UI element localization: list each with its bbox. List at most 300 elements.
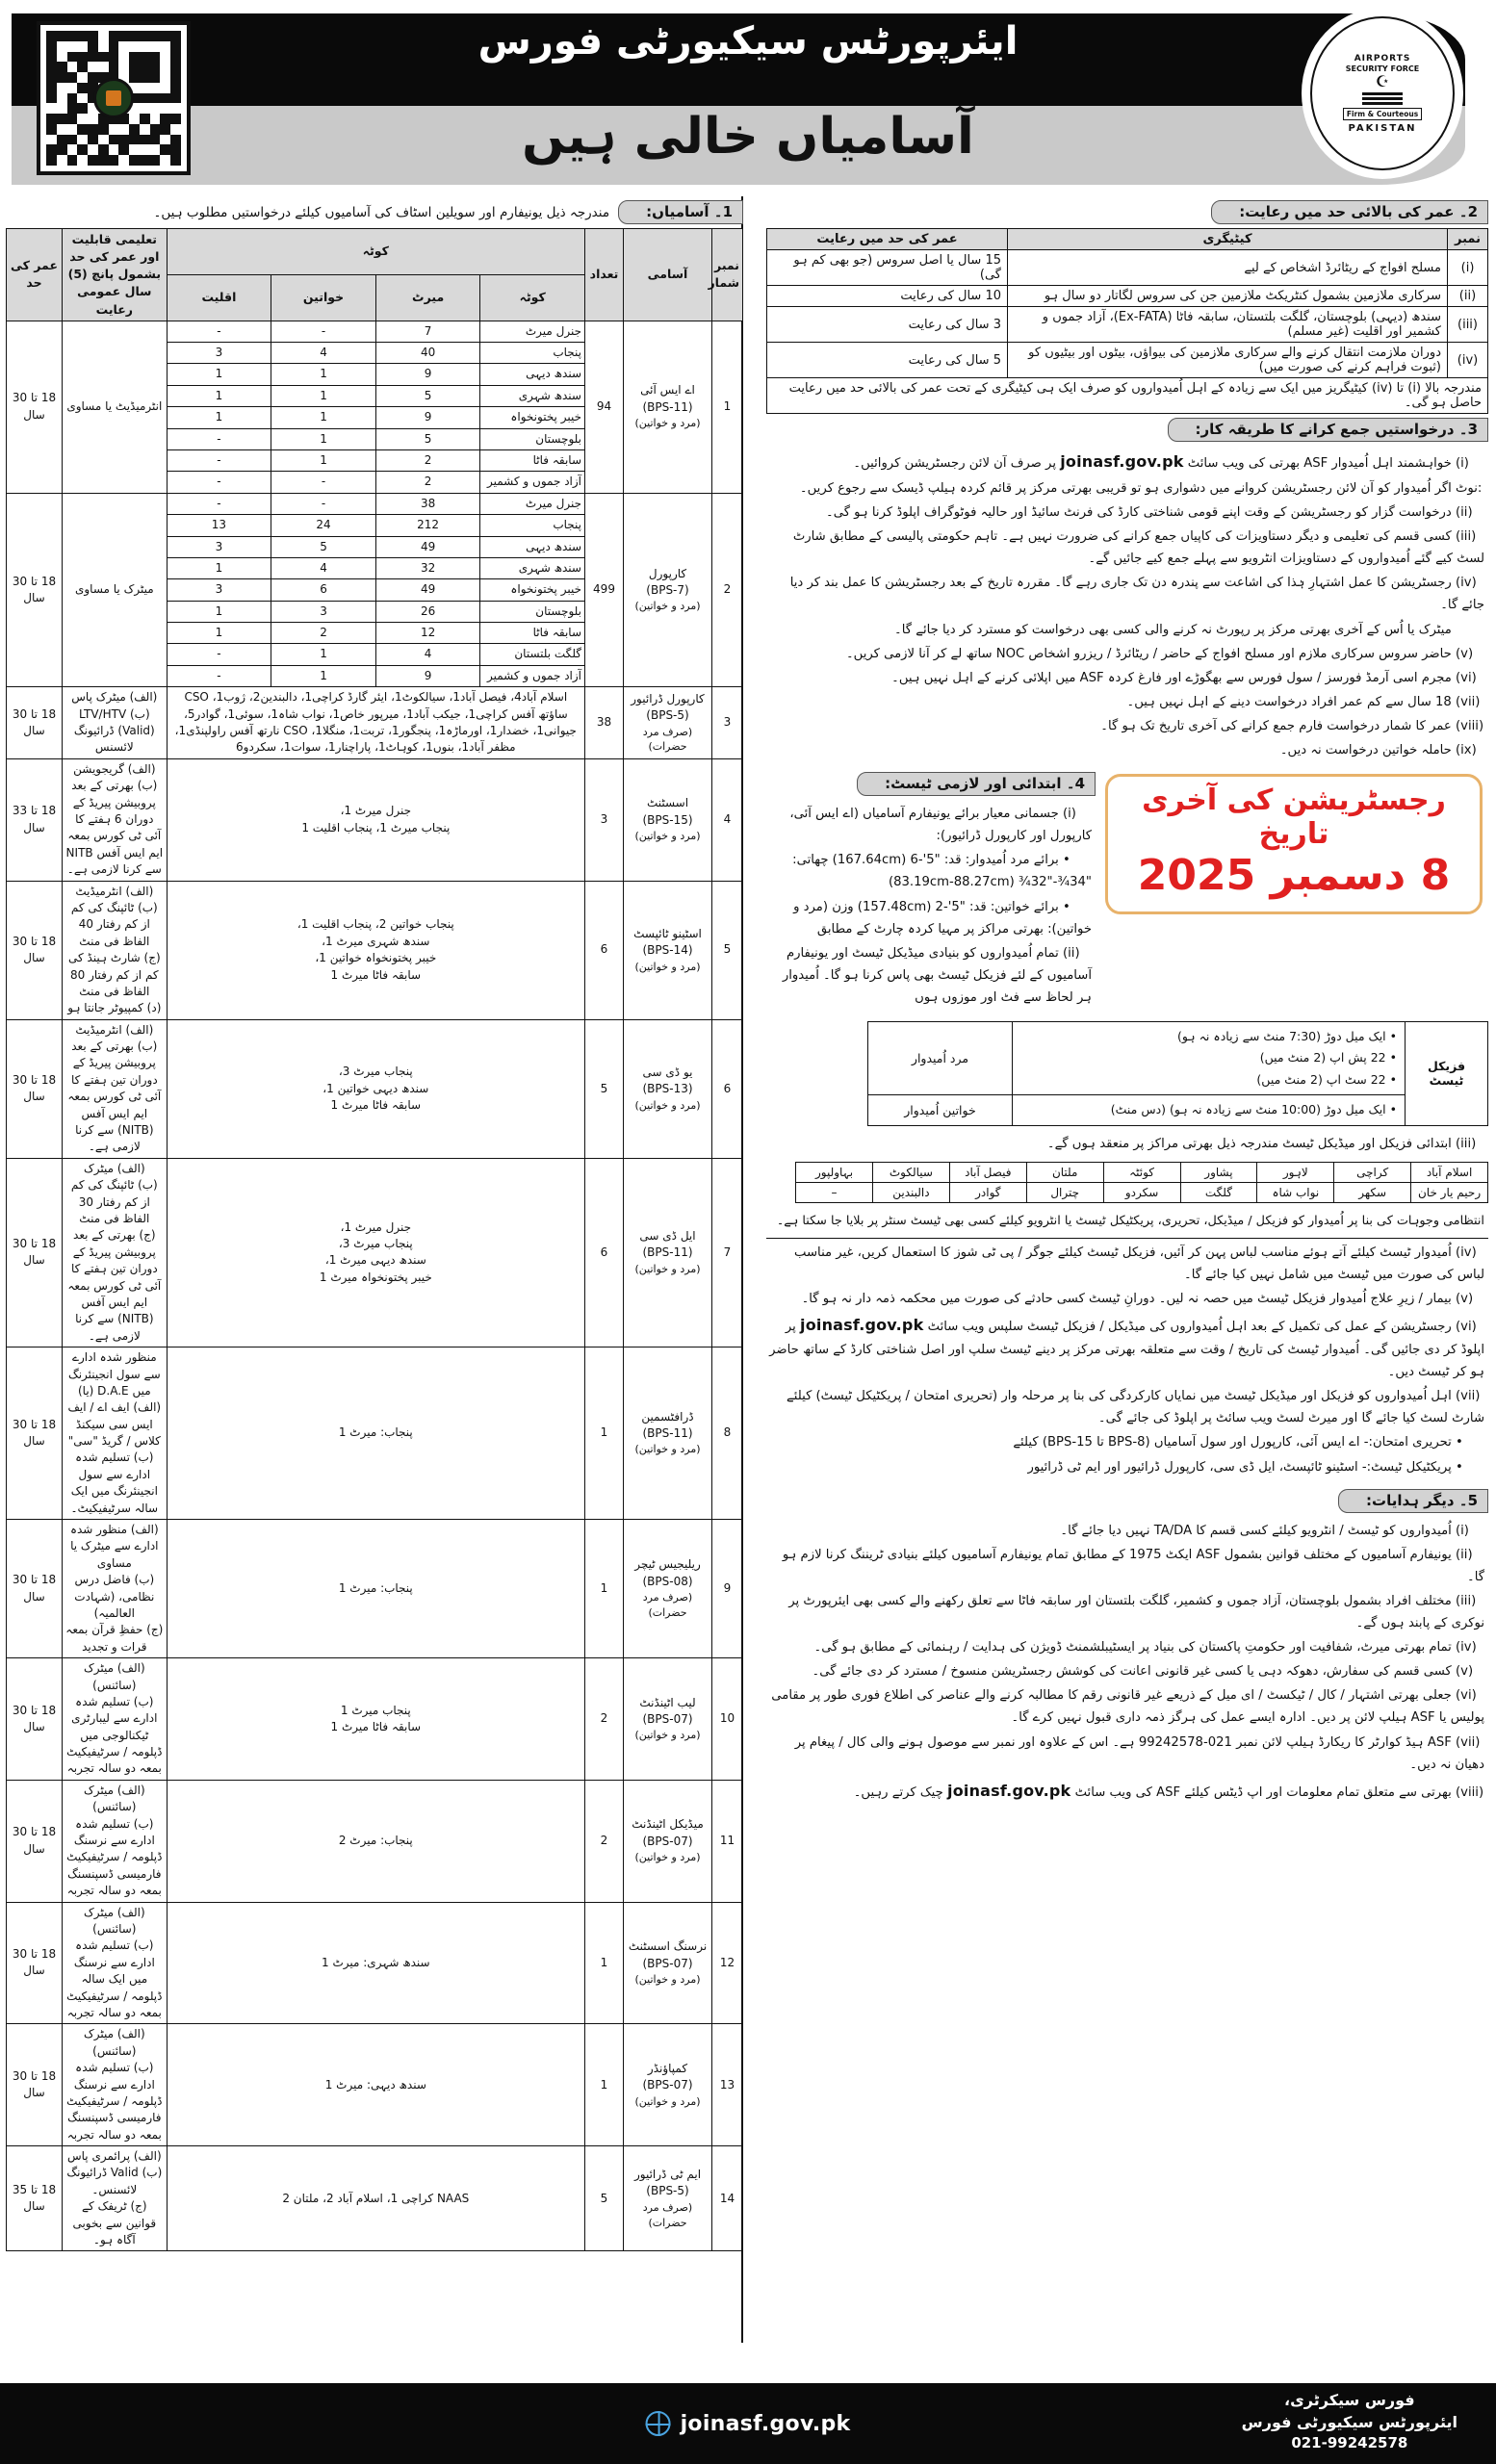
cell-count: 2 (585, 1780, 624, 1902)
page-header (0, 0, 1496, 191)
cell-quota-women: 6 (271, 579, 376, 601)
list-item: (v) بیمار / زیرِ علاج اُمیدوار فزیکل ٹیسٹ میں حصہ نہ لیں۔ دورانِ ٹیسٹ کسی حادثے کی صورت میں محکمہ ذمہ دار نہ ہو گا۔ (766, 1287, 1488, 1311)
cell-quota-minority: 3 (167, 536, 271, 557)
cell-age-category: مسلح افواج کے ریٹائرڈ اشخاص کے لیے (1008, 250, 1448, 286)
list-marker: (iii) (1456, 529, 1477, 545)
cell-quota: پنجاب: میرٹ 1 (167, 1520, 584, 1658)
cell-quota-women: 1 (271, 428, 376, 449)
cell-count: 6 (585, 881, 624, 1019)
list-marker: • (1063, 853, 1070, 868)
crest-top-text: AIRPORTS (1354, 53, 1411, 64)
cell-quota-merit: 38 (375, 493, 480, 514)
cell-age: 18 تا 35 سال (7, 2146, 63, 2251)
cell-quota-name: سندھ دیہی (480, 364, 585, 385)
physical-test-category: خواتین اُمیدوار (868, 1095, 1013, 1126)
cell-age-no: (i) (1448, 250, 1488, 286)
list-marker: • (1456, 1435, 1463, 1450)
globe-icon (646, 2411, 671, 2436)
th-age-category: کیٹیگری (1008, 229, 1448, 250)
cell-qualification: (الف) انٹرمیڈیٹ (ب) بھرتی کے بعد پروبیشن پیریڈ کے دوران تین ہفتے کا آئی ٹی کورس بمعہ ایم ایس آفس (NITB) سے کرنا لازمی ہے۔ (63, 1019, 168, 1158)
cell-quota-merit: 2 (375, 449, 480, 471)
cell-count: 2 (585, 1658, 624, 1781)
list-marker: (ii) (1456, 505, 1473, 521)
footer-website-url[interactable]: joinasf.gov.pk (680, 2411, 851, 2436)
age-note: مندرجہ بالا (i) تا (iv) کیٹیگریز میں ایک سے زیادہ کے اہل اُمیدواروں کو صرف ایک ہی کیٹیگری کے تحت عمر کی بالائی حد میں رعایت حاصل ہو گی۔ (767, 378, 1488, 414)
section-4-list (766, 802, 1096, 1010)
cell-quota-minority: 1 (167, 364, 271, 385)
cell-age: 18 تا 30 سال (7, 321, 63, 493)
list-item: (iii) مختلف افراد بشمول بلوچستان، آزاد جموں و کشمیر، گلگت بلتستان اور سابقہ فاٹا سے تعلق رکھنے والے کسی بھی ایئرپورٹ پر نوکری کے پابند ہوں گے۔ (766, 1589, 1488, 1635)
cell-quota-minority: - (167, 321, 271, 342)
list-marker: (iii) (1456, 1593, 1477, 1608)
crest-bottom-text: PAKISTAN (1348, 122, 1417, 134)
list-item: (iv) اُمیدوار ٹیسٹ کیلئے آتے ہوئے مناسب لباس پہن کر آئیں، فزیکل ٹیسٹ کیلئے جوگر / پی ٹی شوز کا استعمال کریں، غیر مناسب لباس کی صورت میں ٹیسٹ میں شامل نہیں کیا جائے گا۔ (766, 1241, 1488, 1287)
th-age-relaxation: عمر کی حد میں رعایت (767, 229, 1008, 250)
cell-quota-name: سندھ شہری (480, 557, 585, 578)
list-item: (i) جسمانی معیار برائے یونیفارم آسامیاں (اے ایس آئی، کارپورل اور کارپورل ڈرائیور): (766, 802, 1096, 848)
table-row (7, 1780, 743, 1902)
list-item: (v) حاضر سروس سرکاری ملازم اور مسلح افواج کے حاضر / ریٹائرڈ / ریزرو اشخاص NOC ساتھ لے کر آنا لازمی کریں۔ (766, 642, 1488, 666)
cell-test-center: گلگت (1180, 1183, 1257, 1203)
cell-test-center: رحیم یار خان (1411, 1183, 1488, 1203)
list-item: (ii) تمام اُمیدواروں کو بنیادی میڈیکل ٹیسٹ اور یونیفارم آسامیوں کے لئے فزیکل ٹیسٹ بھی پاس کرنا ہو گا۔ اُمیدوار ہر لحاظ سے فٹ اور موزوں ہوں (766, 941, 1096, 1010)
list-marker: (v) (1456, 646, 1474, 661)
list-item: (ii) درخواست گزار کو رجسٹریشن کے وقت اپنے قومی شناختی کارڈ کی فرنٹ سائیڈ اور حالیہ فوٹوگراف اپلوڈ کرنا ہو گی۔ (766, 500, 1488, 525)
section-4-more-list (766, 1241, 1488, 1479)
table-row (7, 881, 743, 1019)
cell-quota: پنجاب: میرٹ 1 (167, 1348, 584, 1520)
list-marker: (vii) (1456, 1734, 1481, 1750)
cell-test-center: دالبندین (873, 1183, 950, 1203)
cell-test-center: سکردو (1103, 1183, 1180, 1203)
cell-age: 18 تا 30 سال (7, 1348, 63, 1520)
cell-quota-minority: 1 (167, 623, 271, 644)
cell-count: 499 (585, 493, 624, 687)
list-marker: (vii) (1456, 1389, 1481, 1404)
cell-qualification: انٹرمیڈیٹ یا مساوی (63, 321, 168, 493)
cell-age-no: (iii) (1448, 307, 1488, 343)
list-item: • پریکٹیکل ٹیسٹ:- اسٹینو ٹائپسٹ، ایل ڈی سی، کارپورل ڈرائیور اور ایم ٹی ڈرائیور (766, 1455, 1488, 1479)
cell-test-center: چترال (1026, 1183, 1103, 1203)
cell-quota: سندھ شہری: میرٹ 1 (167, 1902, 584, 2024)
table-row (767, 307, 1488, 343)
cell-age-relaxation: 3 سال کی رعایت (767, 307, 1008, 343)
list-marker: • (1063, 899, 1070, 914)
cell-post-name: کمپاؤنڈر (BPS-07) (مرد و خواتین) (624, 2024, 712, 2146)
cell-quota-name: خیبر پختونخواہ (480, 579, 585, 601)
website-link[interactable]: joinasf.gov.pk (947, 1781, 1071, 1800)
page-footer (0, 2383, 1496, 2464)
cell-test-center: – (796, 1183, 873, 1203)
table-row (7, 321, 743, 342)
cell-quota-name: سابقہ فاٹا (480, 623, 585, 644)
cell-qualification: (الف) میٹرک (سائنس) (ب) تسلیم شدہ ادارے سے نرسنگ میں ایک سالہ ڈپلومہ / سرٹیفیکیٹ بمعہ دو سالہ تجربہ (63, 1902, 168, 2024)
cell-post-name: لیب اٹینڈنٹ (BPS-07) (مرد و خواتین) (624, 1658, 712, 1781)
cell-quota-name: بلوچستان (480, 428, 585, 449)
list-item: (vii) اہل اُمیدواروں کو فزیکل اور میڈیکل ٹیسٹ میں نمایاں کارکردگی کی بنا پر مرحلہ وار (تحریری امتحان / پریکٹیکل ٹیسٹ) کیلئے شارٹ لسٹ کیا جائے گا اور میرٹ لسٹ ویب سائٹ پر اپلوڈ کی جائے گی۔ (766, 1384, 1488, 1430)
qr-center-logo (93, 78, 134, 118)
header-title-vacancies: آسامیاں خالی ہیں (522, 108, 974, 166)
list-marker: (vi) (1456, 670, 1477, 685)
cell-quota-women: - (271, 472, 376, 493)
cell-quota-name: جنرل میرٹ (480, 493, 585, 514)
list-marker: (iv) (1456, 576, 1477, 591)
cell-age-category: سرکاری ملازمین بشمول کنٹریکٹ ملازمین جن کی سروس لگاتار دو سال ہو (1008, 286, 1448, 307)
instructions-column (753, 191, 1496, 2383)
cell-quota-women: 1 (271, 644, 376, 665)
registration-deadline-box (1105, 774, 1483, 913)
cell-sr: 7 (712, 1158, 743, 1347)
table-row (868, 1095, 1488, 1126)
list-marker: (vi) (1456, 1688, 1477, 1704)
th-qualification: تعلیمی قابلیت اور عمر کی حد بشمول پانچ (5) سال عمومی رعایت (63, 229, 168, 321)
crest-motto: Firm & Courteous (1343, 108, 1422, 120)
cell-count: 1 (585, 2024, 624, 2146)
cell-quota-merit: 12 (375, 623, 480, 644)
cell-quota-name: جنرل میرٹ (480, 321, 585, 342)
crest-mid-text: SECURITY FORCE (1345, 64, 1420, 73)
cell-quota-minority: - (167, 665, 271, 686)
cell-qualification: منظور شدہ ادارے سے سول انجینئرنگ میں D.A.E (یا) (الف) ایف اے / ایف ایس سی سیکنڈ کلاس / گریڈ "سی" (ب) تسلیم شدہ ادارے سے سول انجینئرنگ میں ایک سالہ سرٹیفیکیٹ۔ (63, 1348, 168, 1520)
cell-quota-women: - (271, 321, 376, 342)
cell-quota-name: سندھ شہری (480, 385, 585, 406)
cell-quota: پنجاب: میرٹ 2 (167, 1780, 584, 1902)
table-row (796, 1163, 1488, 1183)
list-marker: (iv) (1456, 1245, 1477, 1260)
cell-qualification: (الف) پرائمری پاس (ب) Valid ڈرائیونگ لائسنس۔ (ج) ٹریفک کے قوانین سے بخوبی آگاہ ہو۔ (63, 2146, 168, 2251)
cell-count: 1 (585, 1902, 624, 2024)
cell-quota-women: 1 (271, 407, 376, 428)
cell-qualification: (الف) میٹرک (سائنس) (ب) تسلیم شدہ ادارے سے نرسنگ ڈپلومہ / سرٹیفیکیٹ فارمیسی ڈسپنسنگ بمعہ دو سالہ تجربہ (63, 1780, 168, 1902)
cell-sr: 4 (712, 758, 743, 881)
cell-sr: 9 (712, 1520, 743, 1658)
list-item: (ix) حاملہ خواتین درخواست نہ دیں۔ (766, 738, 1488, 762)
physical-test-table (867, 1021, 1488, 1126)
list-item: (vi) جعلی بھرتی اشتہار / کال / ٹیکسٹ / ای میل کے ذریعے غیر قانونی رقم کا مطالبہ کرنے والے عناصر کی اطلاع فوری طور پر مقامی پولیس یا ASF ہیلپ لائن پر دیں۔ ادارہ ایسے عمل کی ہرگز ذمہ داری قبول نہیں کرے گا۔ (766, 1683, 1488, 1730)
cell-quota-minority: - (167, 493, 271, 514)
section-4-heading: 4۔ ابتدائی اور لازمی ٹیسٹ: (857, 772, 1096, 796)
list-marker: (i) (1456, 456, 1469, 471)
centers-intro (766, 1132, 1488, 1156)
cell-post-name: میڈیکل اٹینڈنٹ (BPS-07) (مرد و خواتین) (624, 1780, 712, 1902)
cell-quota-merit: 2 (375, 472, 480, 493)
section-2-heading: 2۔ عمر کی بالائی حد میں رعایت: (1211, 200, 1488, 224)
cell-quota-merit: 7 (375, 321, 480, 342)
list-item: • برائے مرد اُمیدوار: قد: "5'-6 (167.64cm) چھاتی: "34¾-"32¾ (83.19cm-88.27cm) (766, 848, 1096, 894)
cell-sr: 3 (712, 687, 743, 759)
table-row (868, 1021, 1488, 1095)
list-item: (iv) رجسٹریشن کا عمل اشتہارِ ہٰذا کی اشاعت سے پندرہ دن تک جاری رہے گا۔ مقررہ تاریخ کے بعد رجسٹریشن کا عمل بند کر دیا جائے گا۔ (766, 571, 1488, 617)
cell-quota-women: - (271, 493, 376, 514)
cell-quota-name: سابقہ فاٹا (480, 449, 585, 471)
cell-test-center: بہاولپور (796, 1163, 873, 1183)
list-item: (viii) عمر کا شمار درخواست فارم جمع کرانے کی آخری تاریخ تک ہو گا۔ (766, 714, 1488, 738)
cell-qualification: (الف) انٹرمیڈیٹ (ب) ٹائپنگ کی کم از کم رفتار 40 الفاظ فی منٹ (ج) شارٹ ہینڈ کی کم از کم رفتار 80 الفاظ فی منٹ (د) کمپیوٹر جانتا ہو (63, 881, 168, 1019)
cell-age: 18 تا 30 سال (7, 1902, 63, 2024)
physical-test-items: • ایک میل دوڑ (7:30 منٹ سے زیادہ نہ ہو) • 22 پش اپ (2 منٹ میں) • 22 سٹ اپ (2 منٹ میں) (1013, 1021, 1406, 1095)
cell-count: 3 (585, 758, 624, 881)
test-centers-table (795, 1162, 1488, 1203)
cell-quota-women: 4 (271, 343, 376, 364)
asf-crest-logo (1302, 8, 1463, 179)
cell-quota: پنجاب خواتین 2، پنجاب اقلیت 1، سندھ شہری میرٹ 1، خیبر پختونخواہ خواتین 1، سابقہ فاٹا میرٹ 1 (167, 881, 584, 1019)
cell-count: 94 (585, 321, 624, 493)
cell-quota-merit: 9 (375, 407, 480, 428)
cell-age: 18 تا 30 سال (7, 687, 63, 759)
table-row (7, 1348, 743, 1520)
table-row (7, 758, 743, 881)
cell-quota: پنجاب میرٹ 3، سندھ دیہی خواتین 1، سابقہ فاٹا میرٹ 1 (167, 1019, 584, 1158)
cell-quota-name: آزاد جموں و کشمیر (480, 665, 585, 686)
list-marker: (i) (1063, 807, 1076, 822)
age-relaxation-body (767, 250, 1488, 378)
cell-post-name: کارپورل ڈرائیور (BPS-5) (صرف مرد حضرات) (624, 687, 712, 759)
cell-quota-name: پنجاب (480, 343, 585, 364)
cell-quota-minority: 3 (167, 343, 271, 364)
cell-quota-merit: 40 (375, 343, 480, 364)
list-item: (vii) ASF ہیڈ کوارٹر کا ریکارڈ ہیلپ لائن نمبر 021-99242578 ہے۔ اس کے علاوہ اور نمبر سے موصول ہونے والی کال / پیغام پر دھیان نہ دیں۔ (766, 1731, 1488, 1777)
footer-org-line2: ایئرپورٹس سیکیورٹی فورس (1241, 2413, 1457, 2432)
list-item: (iv) تمام بھرتی میرٹ، شفافیت اور حکومتِ پاکستان کی بنیاد پر ایسٹیبلشمنٹ ڈویژن کی ہدایت / رہنمائی کے مطابق ہو گی۔ (766, 1635, 1488, 1659)
cell-quota-merit: 5 (375, 428, 480, 449)
table-row (7, 1658, 743, 1781)
website-link[interactable]: joinasf.gov.pk (1060, 452, 1184, 471)
th-quota-group: کوٹہ (167, 229, 584, 275)
th-post: آسامی (624, 229, 712, 321)
th-sr: نمبر شمار (712, 229, 743, 321)
table-row (7, 1158, 743, 1347)
cell-quota: اسلام آباد4، فیصل آباد1، سیالکوٹ1، ایئر گارڈ کراچی1، دالبندین2، ژوب1، CSO ساؤتھ آفس کراچی1، جیکب آباد1، میرپور خاص1، نواب شاہ1، سوئی1، گوادر5، جیوانی1، خضدار1، اورماڑہ1، پنجگور1، تربت1، منگلا1، CSO نارتھ آفس راولپنڈی1، مظفر آباد1، بنوں1، کوہاٹ1، پاراچنار1، سوات1، سکردو6 (167, 687, 584, 759)
cell-quota: NAAS کراچی 1، اسلام آباد 2، ملتان 2 (167, 2146, 584, 2251)
deadline-date: 8 دسمبر 2025 (1137, 851, 1451, 901)
physical-test-items: • ایک میل دوڑ (10:00 منٹ سے زیادہ نہ ہو) (دس منٹ) (1013, 1095, 1406, 1126)
cell-sr: 10 (712, 1658, 743, 1781)
list-marker: (ii) (1063, 945, 1080, 961)
cell-quota-name: خیبر پختونخواہ (480, 407, 585, 428)
cell-age-no: (iv) (1448, 343, 1488, 378)
cell-test-center: سیالکوٹ (873, 1163, 950, 1183)
cell-sr: 14 (712, 2146, 743, 2251)
cell-quota-women: 2 (271, 623, 376, 644)
cell-post-name: ڈرافٹسمین (BPS-11) (مرد و خواتین) (624, 1348, 712, 1520)
footer-website-block[interactable] (646, 2411, 851, 2436)
cell-age: 18 تا 30 سال (7, 493, 63, 687)
cell-age: 18 تا 30 سال (7, 1658, 63, 1781)
footer-org-block (1242, 2389, 1457, 2454)
cell-test-center: کراچی (1334, 1163, 1411, 1183)
section-3-heading: 3۔ درخواستیں جمع کرانے کا طریقہ کار: (1168, 418, 1489, 442)
header-title-urdu-top: ایئرپورٹس سیکیورٹی فورس (477, 19, 1019, 64)
cell-quota-merit: 4 (375, 644, 480, 665)
cell-age: 18 تا 30 سال (7, 1520, 63, 1658)
list-marker: (iii) (1456, 1136, 1477, 1151)
list-marker: (vii) (1456, 694, 1481, 709)
cell-count: 1 (585, 1348, 624, 1520)
table-row (7, 2146, 743, 2251)
list-item: (vi) مجرم اسی آرمڈ فورسز / سول فورس سے بھگوڑے اور فارغ کردہ ASF میں اپلائی کرنے کے اہل نہیں ہیں۔ (766, 666, 1488, 690)
cell-age: 18 تا 30 سال (7, 881, 63, 1019)
cell-qualification: (الف) میٹرک (سائنس) (ب) تسلیم شدہ ادارے سے لیبارٹری ٹیکنالوجی میں ڈپلومہ / سرٹیفیکیٹ بمعہ دو سالہ تجربہ (63, 1658, 168, 1781)
cell-sr: 13 (712, 2024, 743, 2146)
list-item: • تحریری امتحان:- اے ایس آئی، کارپورل اور سول آسامیاں (BPS-8 تا BPS-15) کیلئے (766, 1430, 1488, 1454)
th-count: تعداد (585, 229, 624, 321)
cell-quota-minority: 3 (167, 579, 271, 601)
page-body (0, 191, 1496, 2383)
crescent-star-icon: ☪ (1375, 71, 1390, 90)
list-item: (iii) کسی قسم کی تعلیمی و دیگر دستاویزات کی کاپیاں جمع کرانے کی ضرورت نہیں ہے۔ تاہم حکومتی پالیسی کے مطابق شارٹ لسٹ کیے گئے اُمیدواروں کے دستاویزات انٹرویو سے پہلے جمع کیے جائیں گے۔ (766, 525, 1488, 571)
section-5-heading: 5۔ دیگر ہدایات: (1338, 1489, 1488, 1513)
cell-test-center: فیصل آباد (949, 1163, 1026, 1183)
cell-quota-minority: - (167, 428, 271, 449)
cell-quota-merit: 49 (375, 579, 480, 601)
list-marker: • (1456, 1459, 1463, 1475)
cell-post-name: کارپورل (BPS-7) (مرد و خواتین) (624, 493, 712, 687)
cell-quota-minority: 1 (167, 601, 271, 622)
cell-quota-women: 1 (271, 449, 376, 471)
th-minority: اقلیت (167, 274, 271, 321)
list-marker: (viii) (1456, 718, 1484, 733)
cell-quota-minority: - (167, 472, 271, 493)
footer-phone: 021-99242578 (1291, 2434, 1408, 2452)
cell-age: 18 تا 30 سال (7, 2024, 63, 2146)
th-age-no: نمبر (1448, 229, 1488, 250)
qr-code-icon[interactable] (37, 21, 191, 175)
cell-quota-women: 24 (271, 515, 376, 536)
physical-test-category: مرد اُمیدوار (868, 1021, 1013, 1095)
cell-quota-merit: 5 (375, 385, 480, 406)
cell-quota: سندھ دیہی: میرٹ 1 (167, 2024, 584, 2146)
cell-age: 18 تا 30 سال (7, 1780, 63, 1902)
list-marker: (ix) (1456, 743, 1477, 758)
cell-quota-minority: 1 (167, 557, 271, 578)
cell-test-center: سکھر (1334, 1183, 1411, 1203)
list-marker: (vi) (1456, 1320, 1477, 1335)
list-marker: (iv) (1456, 1640, 1477, 1656)
cell-sr: 11 (712, 1780, 743, 1902)
footer-org-line1: فورس سیکرٹری، (1284, 2391, 1415, 2409)
cell-sr: 2 (712, 493, 743, 687)
cell-qualification: (الف) گریجویشن (ب) بھرتی کے بعد پروبیشن پیریڈ کے دوران 6 ہفتے کا آئی ٹی کورس بمعہ ایم ایس آفس NITB سے کرنا لازمی ہے۔ (63, 758, 168, 881)
cell-test-center: گوادر (949, 1183, 1026, 1203)
cell-test-center: اسلام آباد (1411, 1163, 1488, 1183)
list-item: (i) خواہشمند اہل اُمیدوار ASF بھرتی کی ویب سائٹ joinasf.gov.pk پر صرف آن لائن رجسٹریشن کروائیں۔ (766, 448, 1488, 476)
vacancies-table-head (7, 229, 743, 321)
section-1-heading: 1۔ آسامیاں: (618, 200, 743, 224)
table-row (767, 343, 1488, 378)
table-row (7, 2024, 743, 2146)
cell-age-relaxation: 10 سال کی رعایت (767, 286, 1008, 307)
cell-age-relaxation: 15 سال یا اصل سروس (جو بھی کم ہو گی) (767, 250, 1008, 286)
list-item: (vii) 18 سال سے کم عمر افراد درخواست دینے کے اہل نہیں ہیں۔ (766, 690, 1488, 714)
table-row (796, 1183, 1488, 1203)
cell-sr: 5 (712, 881, 743, 1019)
table-row (7, 1520, 743, 1658)
list-item: میٹرک یا اُس کے آخری بھرتی مرکز پر رپورٹ نہ کرنے والی کسی بھی درخواست کو مسترد کر دیا جائے گا۔ (894, 622, 1456, 637)
centers-note: انتظامی وجوہات کی بنا پر اُمیدوار کو فزیکل / میڈیکل، تحریری، پریکٹیکل ٹیسٹ یا انٹرویو کیلئے کسی بھی ٹیسٹ سنٹر پر بلایا جا سکتا ہے۔ (766, 1208, 1488, 1239)
cell-quota: جنرل میرٹ 1، پنجاب میرٹ 3، سندھ دیہی میرٹ 1، خیبر پختونخواہ میرٹ 1 (167, 1158, 584, 1347)
list-marker: نوٹ: (1456, 481, 1483, 496)
cell-test-center: ملتان (1026, 1163, 1103, 1183)
cell-sr: 8 (712, 1348, 743, 1520)
cell-post-name: ریلیجیس ٹیچر (BPS-08) (صرف مرد حضرات) (624, 1520, 712, 1658)
cell-quota-women: 4 (271, 557, 376, 578)
cell-quota-women: 1 (271, 364, 376, 385)
vacancies-table-body (7, 321, 743, 2251)
cell-quota-name: گلگت بلتستان (480, 644, 585, 665)
cell-quota-merit: 9 (375, 665, 480, 686)
cell-post-name: اے ایس آئی (BPS-11) (مرد و خواتین) (624, 321, 712, 493)
th-women: خواتین (271, 274, 376, 321)
cell-count: 38 (585, 687, 624, 759)
cell-test-center: نواب شاہ (1257, 1183, 1334, 1203)
cell-quota-minority: 13 (167, 515, 271, 536)
cell-count: 5 (585, 1019, 624, 1158)
cell-count: 5 (585, 2146, 624, 2251)
cell-age: 18 تا 33 سال (7, 758, 63, 881)
cell-quota: پنجاب میرٹ 1 سابقہ فاٹا میرٹ 1 (167, 1658, 584, 1781)
table-row (7, 493, 743, 514)
cell-qualification: (الف) منظور شدہ ادارے سے میٹرک یا مساوی (ب) فاضل درس نظامی، (شہادت العالمیہ) (ج) حفظِ قرآن بمعہ قرات و تجدید (63, 1520, 168, 1658)
list-item: • برائے خواتین: قد: "5'-2 (157.48cm) وزن (مرد و خواتین): بھرتی مراکز پر مہیا کردہ چارٹ کے مطابق (766, 895, 1096, 941)
cell-quota-minority: - (167, 644, 271, 665)
cell-age: 18 تا 30 سال (7, 1158, 63, 1347)
cell-qualification: (الف) میٹرک (سائنس) (ب) تسلیم شدہ ادارے سے نرسنگ ڈپلومہ / سرٹیفیکیٹ فارمیسی ڈسپنسنگ بمعہ دو سالہ تجربہ (63, 2024, 168, 2146)
list-marker: (i) (1456, 1523, 1469, 1538)
cell-quota-merit: 32 (375, 557, 480, 578)
table-row (767, 250, 1488, 286)
cell-quota-name: آزاد جموں و کشمیر (480, 472, 585, 493)
cell-quota-minority: 1 (167, 407, 271, 428)
deadline-label: رجسٹریشن کی آخری تاریخ (1142, 783, 1446, 851)
vacancies-table (6, 228, 743, 2251)
list-item: (iii) ابتدائی فزیکل اور میڈیکل ٹیسٹ مندرجہ ذیل بھرتی مراکز پر منعقد ہوں گے۔ (766, 1132, 1488, 1156)
cell-qualification: میٹرک یا مساوی (63, 493, 168, 687)
physical-test-label: فزیکل ٹیسٹ (1406, 1021, 1488, 1125)
cell-age-category: دوران ملازمت انتقال کرنے والے سرکاری ملازمین کی بیواؤں، بیٹوں اور بیٹیوں کو (ثبوت فراہم کرنے کی صورت میں) (1008, 343, 1448, 378)
list-marker: (viii) (1456, 1784, 1484, 1800)
cell-age-relaxation: 5 سال کی رعایت (767, 343, 1008, 378)
cell-quota-women: 5 (271, 536, 376, 557)
vacancies-column (0, 191, 753, 2383)
list-marker: (v) (1456, 1292, 1474, 1306)
cell-post-name: اسسٹنٹ (BPS-15) (مرد و خواتین) (624, 758, 712, 881)
cell-quota-minority: 1 (167, 385, 271, 406)
cell-quota: جنرل میرٹ 1، پنجاب میرٹ 1، پنجاب اقلیت 1 (167, 758, 584, 881)
cell-test-center: پشاور (1180, 1163, 1257, 1183)
section-3-list (766, 448, 1488, 762)
th-quota: کوٹہ (480, 274, 585, 321)
cell-post-name: ایل ڈی سی (BPS-11) (مرد و خواتین) (624, 1158, 712, 1347)
cell-quota-women: 1 (271, 665, 376, 686)
cell-quota-name: بلوچستان (480, 601, 585, 622)
table-row (7, 1902, 743, 2024)
table-row (7, 1019, 743, 1158)
cell-age-no: (ii) (1448, 286, 1488, 307)
list-marker: (ii) (1456, 1547, 1473, 1562)
crest-bars-icon (1362, 92, 1403, 105)
th-age: عمر کی حد (7, 229, 63, 321)
cell-count: 1 (585, 1520, 624, 1658)
website-link[interactable]: joinasf.gov.pk (800, 1316, 924, 1335)
cell-quota-merit: 212 (375, 515, 480, 536)
cell-age-category: سندھ (دیہی) بلوچستان، گلگت بلتستان، سابقہ فاٹا (Ex-FATA)، آزاد جموں و کشمیر اور اقلیت (غیر مسلم) (1008, 307, 1448, 343)
cell-sr: 1 (712, 321, 743, 493)
cell-sr: 12 (712, 1902, 743, 2024)
age-relaxation-table (766, 228, 1488, 414)
list-item: (viii) بھرتی سے متعلق تمام معلومات اور اپ ڈیٹس کیلئے ASF کی ویب سائٹ joinasf.gov.pk چیک کرتے رہیں۔ (766, 1777, 1488, 1806)
table-row (767, 286, 1488, 307)
cell-post-name: نرسنگ اسسٹنٹ (BPS-07) (مرد و خواتین) (624, 1902, 712, 2024)
